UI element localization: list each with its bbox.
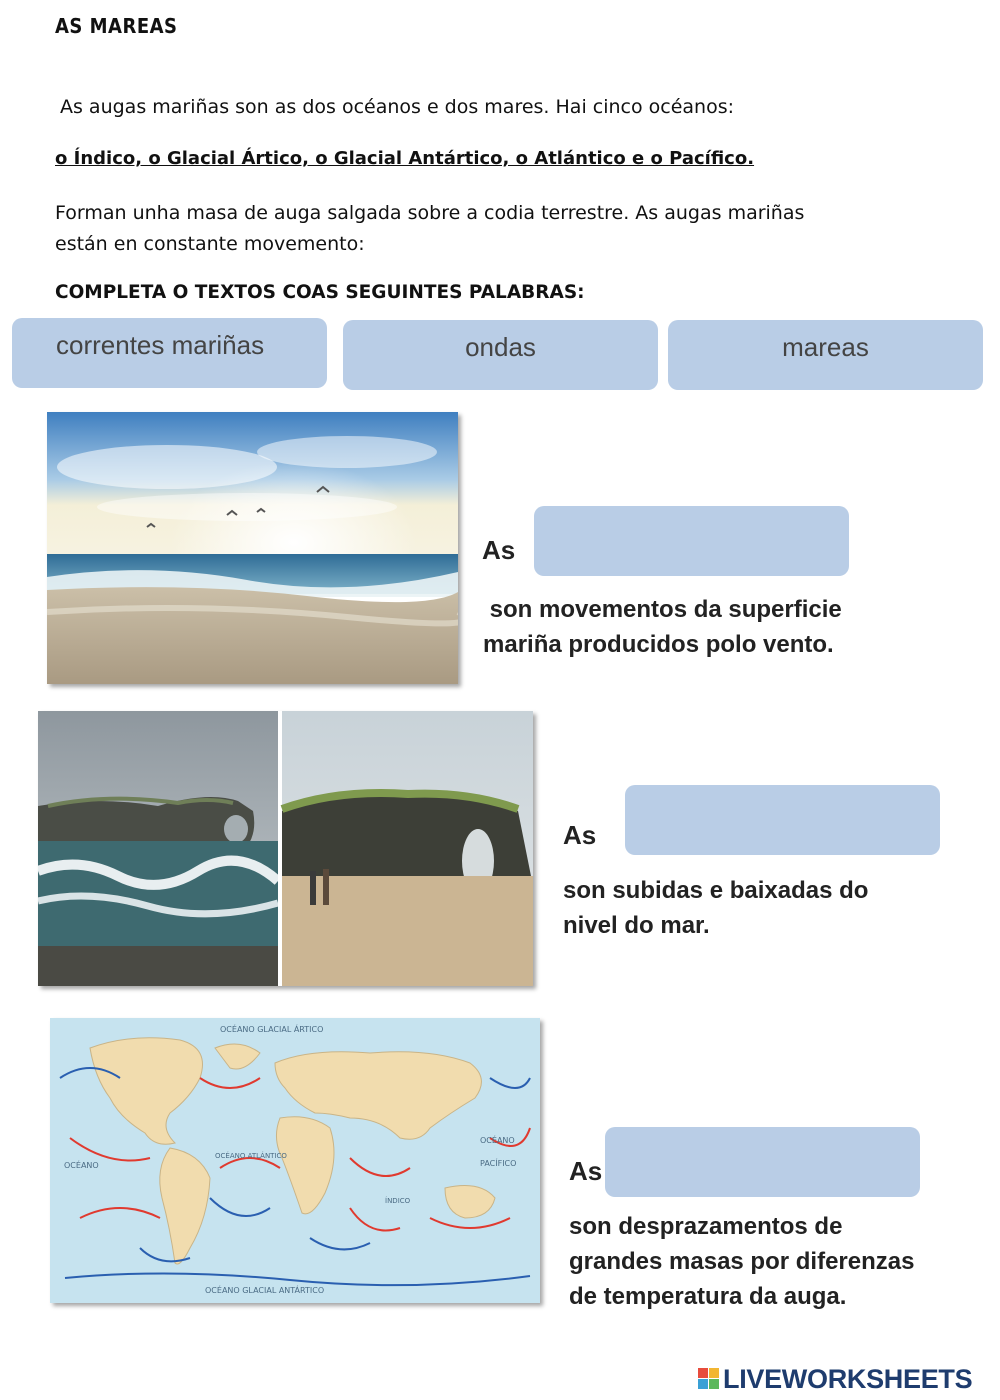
word-chip-label: mareas: [782, 332, 869, 362]
description-line-1: Forman unha masa de auga salgada sobre a codia terrestre. As augas mariñas: [55, 202, 805, 224]
exercise-1-line-2: mariña producidos polo vento.: [483, 631, 834, 658]
exercise-2-description: [563, 873, 923, 943]
map-label-indico: ÍNDICO: [385, 1197, 411, 1205]
word-chip-correntes[interactable]: [12, 318, 327, 388]
word-chip-ondas[interactable]: [343, 320, 658, 390]
map-label-antarctic: OCÉANO GLACIAL ANTÁRTICO: [205, 1286, 325, 1295]
description-paragraph: [55, 198, 935, 260]
map-label-pacific-left: OCÉANO: [64, 1161, 99, 1170]
exercise-3-line-3: de temperatura da auga.: [569, 1283, 847, 1310]
exercise-3-description: [569, 1209, 969, 1314]
exercise-2-line-1: son subidas e baixadas do: [563, 877, 869, 904]
word-chip-label: ondas: [465, 332, 536, 362]
exercise-3-line-1: son desprazamentos de: [569, 1213, 843, 1240]
exercise-1-prefix: As: [482, 535, 516, 565]
map-label-atlantic: OCÉANO ATLÁNTICO: [215, 1152, 287, 1160]
word-chip-label: correntes mariñas: [56, 330, 265, 360]
intro-text: As augas mariñas son as dos océanos e dos mares. Hai cinco océanos:: [60, 96, 735, 118]
exercise-2-line-2: nivel do mar.: [563, 912, 710, 939]
exercise-1-description: [483, 592, 903, 662]
logo-grid-icon: [698, 1368, 720, 1390]
instruction-text: COMPLETA O TEXTOS COAS SEGUINTES PALABRAS:: [55, 282, 585, 303]
exercise-3-prefix: As: [569, 1156, 603, 1186]
beach-waves-photo: [47, 412, 458, 684]
exercise-3-line-2: grandes masas por diferenzas: [569, 1248, 915, 1275]
ocean-currents-map: [50, 1018, 540, 1303]
map-label-arctic: OCÉANO GLACIAL ÁRTICO: [220, 1025, 324, 1034]
exercise-2-prefix: As: [563, 820, 597, 850]
liveworksheets-logo: [698, 1364, 972, 1394]
logo-text: LIVEWORKSHEETS: [723, 1363, 973, 1394]
exercise-1-line-1: son movementos da superficie: [483, 596, 842, 623]
description-line-2: están en constante movemento:: [55, 233, 365, 255]
page-title: AS MAREAS: [55, 14, 178, 38]
answer-blank-ondas[interactable]: [534, 506, 849, 576]
map-label-pacific-2: PACÍFICO: [480, 1159, 517, 1168]
word-chip-mareas[interactable]: [668, 320, 983, 390]
map-label-pacific-1: OCÉANO: [480, 1136, 515, 1145]
oceans-list: o Índico, o Glacial Ártico, o Glacial Antártico, o Atlántico e o Pacífico.: [55, 148, 755, 169]
tide-comparison-photo: [38, 711, 533, 986]
answer-blank-correntes[interactable]: [605, 1127, 920, 1197]
answer-blank-mareas[interactable]: [625, 785, 940, 855]
